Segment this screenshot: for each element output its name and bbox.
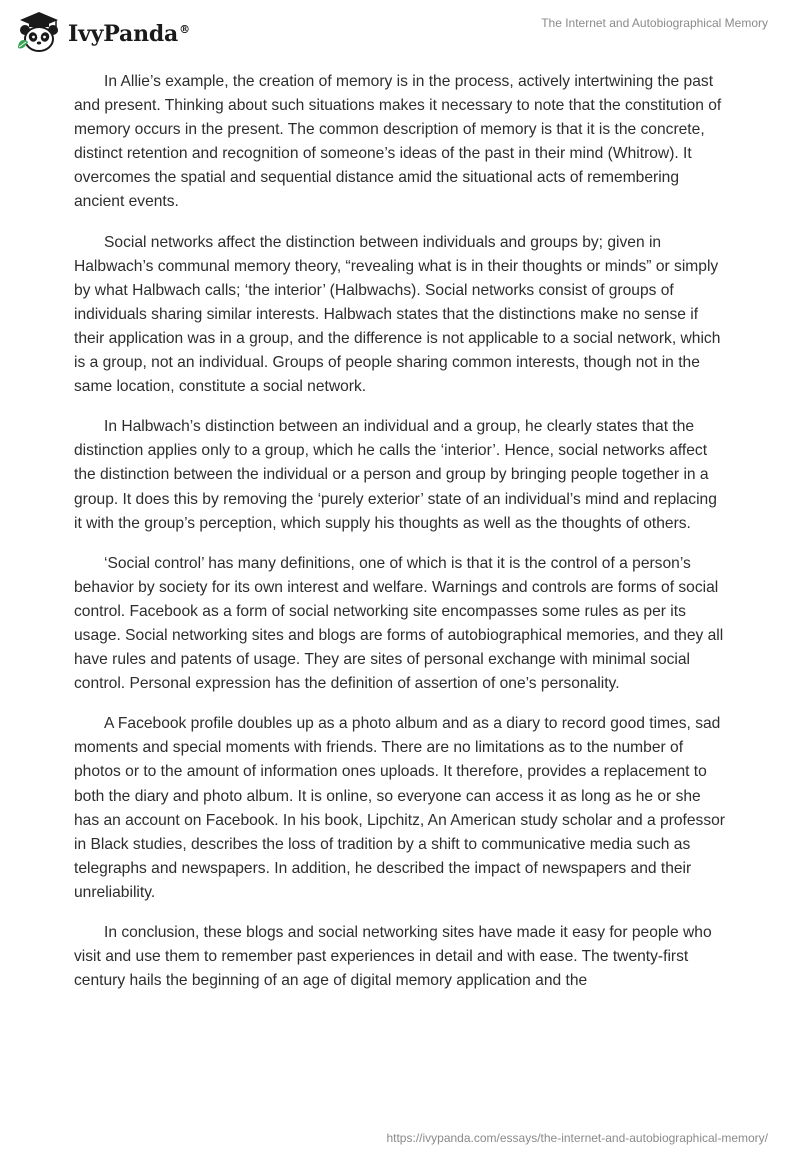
paragraph: A Facebook profile doubles up as a photo album and as a diary to record good times, sad moments and special moments with friends. There are no limitations as to the number of photos or to the amount of information ones uploads. It therefore, provides a replacement to both the diary and photo album. It is online, so everyone can access it as long as he or she has an account on Facebook. In his book, Lipchitz, An American study scholar and a professor in Black studies, describes the loss of tradition by a shift to communicative media such as telegraphs and newspapers. In addition, he described the impact of newspapers and their unreliability. [74, 715, 725, 901]
registered-mark: ® [179, 22, 190, 36]
ivypanda-logo[interactable] [14, 8, 190, 56]
paragraph: ‘Social control’ has many definitions, one of which is that it is the control of a person’s behavior by society for its own interest and welfare. Warnings and controls are forms of social control. Facebook as a form of social networking site encompasses some rules as per its usage. Social networking sites and blogs are forms of autobiographical memories, and they all have rules and patents of usage. They are sites of personal exchange with minimal social control. Personal expression has the definition of assertion of one’s personality. [74, 554, 724, 693]
source-url-link[interactable]: https://ivypanda.com/essays/the-internet-and-autobiographical-memory/ [386, 1131, 768, 1145]
panda-graduate-icon [14, 8, 64, 56]
paragraph: In conclusion, these blogs and social networking sites have made it easy for people who visit and use them to remember past experiences in detail and with ease. The twenty-first century hails the beginning of an age of digital memory application and the [74, 924, 712, 990]
paragraph: Social networks affect the distinction between individuals and groups by; given in Halbwach’s communal memory theory, “revealing what is in their thoughts or minds” or simply by what Halbwach calls; ‘the interior’ (Halbwachs). Social networks consist of groups of individuals sharing similar interests. Halbwach states that the distinctions make no sense if their application was in a group, and the difference is not applicable to a social network, which is a group, not an individual. Groups of people sharing common interests, though not in the same location, constitute a social network. [74, 233, 721, 396]
page-header [0, 0, 800, 60]
document-title: The Internet and Autobiographical Memory [541, 16, 768, 30]
brand-name: IvyPanda® [68, 21, 190, 47]
paragraph: In Halbwach’s distinction between an individual and a group, he clearly states that the distinction applies only to a group, which he calls the ‘interior’. Hence, social networks affect the distinction between the individual or a person and group by bringing people together in a group. It does this by removing the ‘purely exterior’ state of an individual’s mind and replacing it with the group’s perception, which supply his thoughts as well as the thoughts of others. [74, 418, 717, 532]
essay-body [74, 70, 726, 1009]
paragraph: In Allie’s example, the creation of memory is in the process, actively intertwining the past and present. Thinking about such situations makes it necessary to note that the constitution of memory occurs in the present. The common description of memory is that it is the concrete, distinct retention and recognition of someone’s ideas of the past in their mind (Whitrow). It overcomes the spatial and sequential distance amid the situational acts of remembering ancient events. [74, 73, 722, 211]
